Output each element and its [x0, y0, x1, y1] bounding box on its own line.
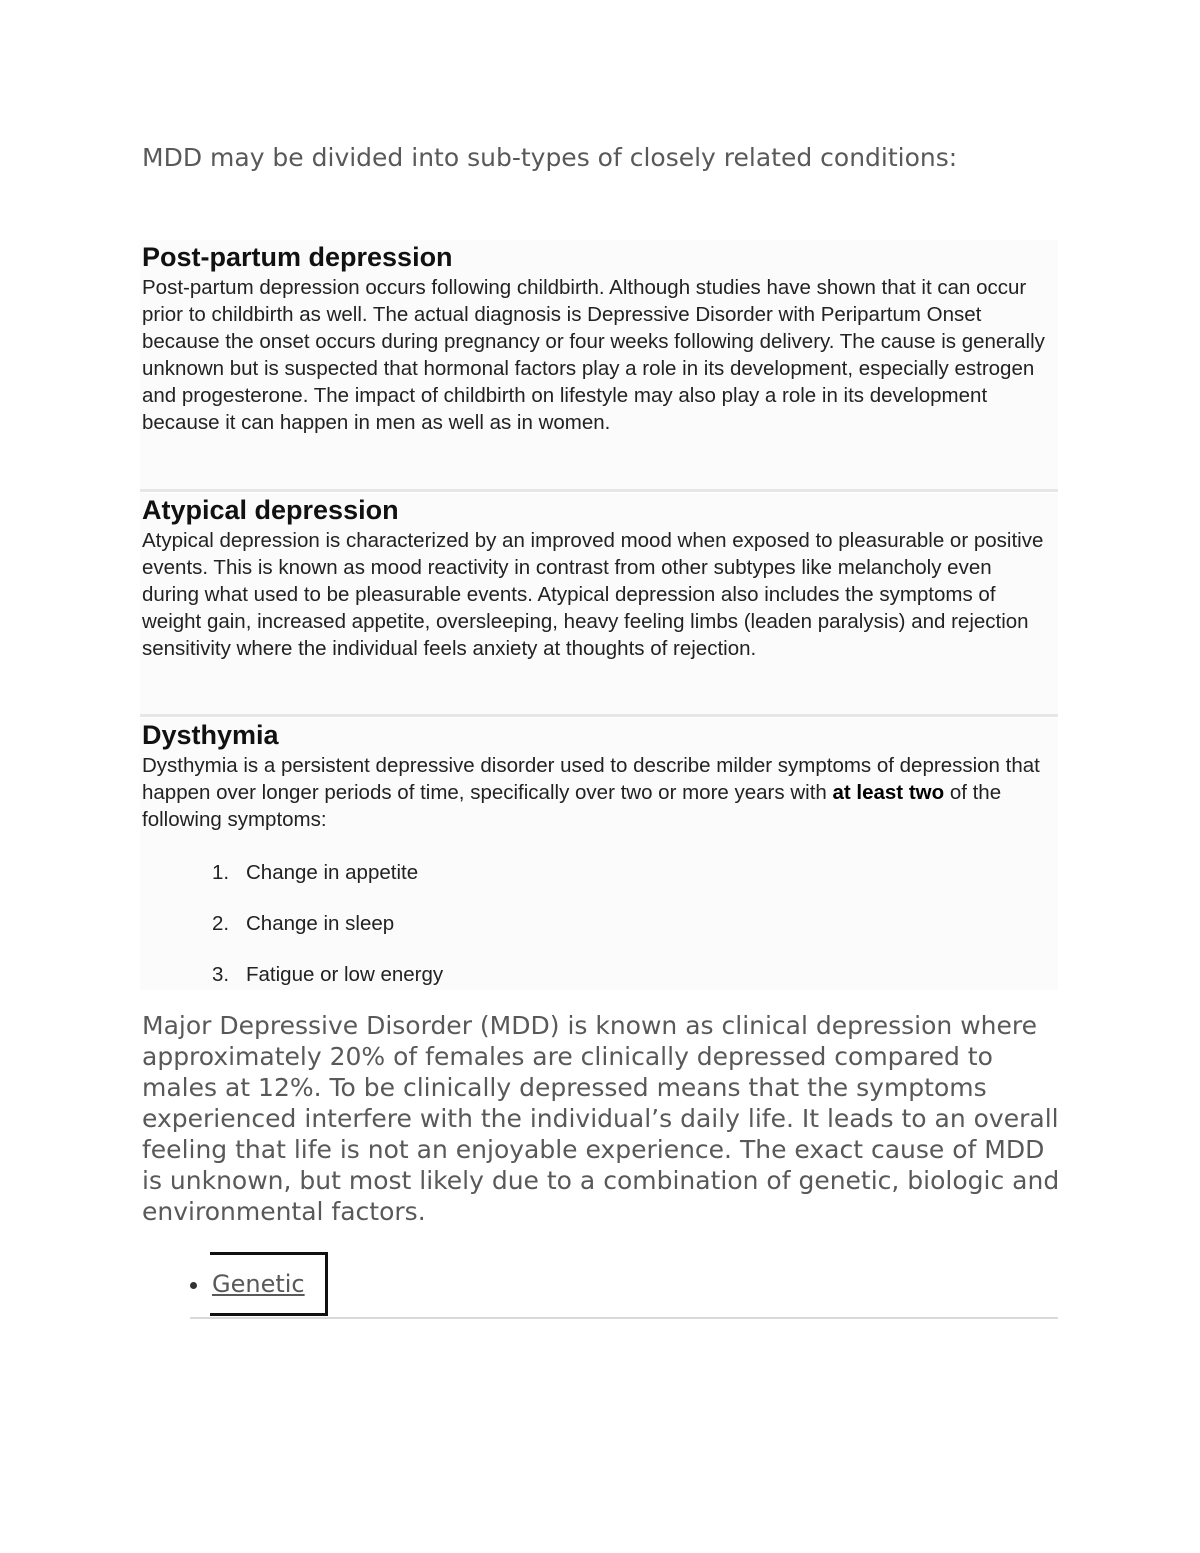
- list-item-text: Change in appetite: [246, 861, 419, 884]
- body-text: Dysthymia is a persistent depressive disorder used to describe milder symptoms of depression that happen over longer periods of time, specifically over two or more years with: [142, 754, 1040, 804]
- list-item: [212, 858, 418, 888]
- list-item: [212, 909, 394, 939]
- section-body: Post-partum depression occurs following childbirth. Although studies have shown that it can occur prior to childbirth as well. The actual diagnosis is Depressive Disorder with Peripartum Onset because the onset occurs during pregnancy or four weeks following delivery. The cause is generally unknown but is suspected that hormonal factors play a role in its development, especially estrogen and progesterone. The impact of childbirth on lifestyle may also play a role in its development because it can happen in men as well as in women.: [142, 276, 1045, 434]
- bullet-list: [190, 1252, 1058, 1318]
- genetic-link[interactable]: Genetic: [212, 1270, 305, 1298]
- mdd-paragraph: Major Depressive Disorder (MDD) is known as clinical depression where approximately 20% of females are clinically depressed compared to males at 12%. To be clinically depressed means that the symptoms experienced interfere with the individual’s daily life. It leads to an overall feeling that life is not an enjoyable experience. The exact cause of MDD is unknown, but most likely due to a combination of genetic, biologic and environmental factors.: [142, 1011, 1060, 1226]
- section-title: Dysthymia: [142, 720, 279, 750]
- list-number: 1.: [212, 861, 230, 884]
- intro-heading: MDD may be divided into sub-types of closely related conditions:: [142, 143, 958, 172]
- list-number: 2.: [212, 912, 230, 935]
- section-post-partum: [140, 240, 1058, 490]
- list-item: [212, 960, 443, 990]
- section-divider: [140, 714, 1058, 717]
- section-title: Atypical depression: [142, 495, 399, 525]
- emphasis-text: at least two: [832, 781, 945, 804]
- section-body: [140, 752, 1058, 833]
- section-body: Atypical depression is characterized by an improved mood when exposed to pleasurable or positive events. This is known as mood reactivity in contrast from other subtypes like melancholy even during what used to be pleasurable events. Atypical depression also includes the symptoms of weight gain, increased appetite, oversleeping, heavy feeling limbs (leaden paralysis) and rejection sensitivity where the individual feels anxiety at thoughts of rejection.: [142, 529, 1044, 660]
- section-atypical: [140, 493, 1058, 715]
- list-item-text: Change in sleep: [246, 912, 395, 935]
- section-title: Post-partum depression: [142, 242, 453, 272]
- bullet-icon: [190, 1282, 197, 1289]
- list-item-text: Fatigue or low energy: [246, 963, 444, 986]
- section-dysthymia: [140, 718, 1058, 990]
- bullet-divider: [190, 1317, 1058, 1319]
- body-text: of the following symptoms:: [142, 781, 1002, 831]
- list-number: 3.: [212, 963, 230, 986]
- section-divider: [140, 489, 1058, 492]
